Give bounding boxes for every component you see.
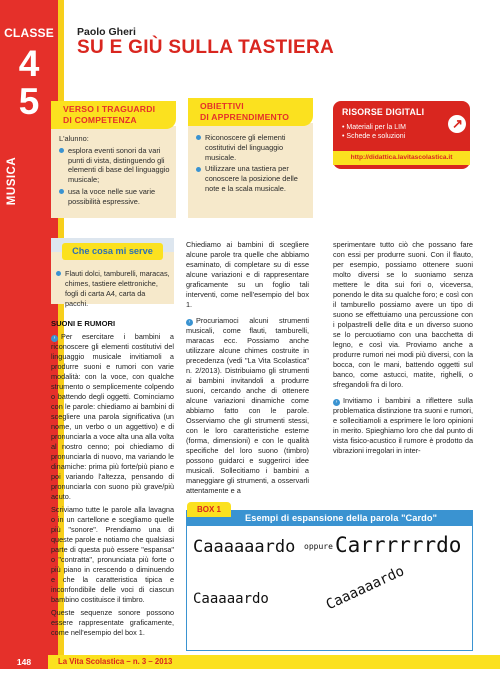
subject-label-wrap <box>2 131 22 231</box>
paragraph: › Invitiamo i bambini a riflettere sulla problematica distinzione tra suoni e rumori, e sollecitiamoli a esprimere le loro opinioni in merito. Spieghiamo loro che dal punto di vista fisico-acustico il rumore è prodotto da vibrazioni irregolari in inter- <box>333 396 473 456</box>
column-2 <box>186 240 309 496</box>
traguardi-heading <box>51 101 176 129</box>
arrow-icon: › <box>51 335 58 342</box>
page-title: SU E GIÙ SULLA TASTIERA <box>77 37 335 58</box>
section-heading: SUONI E RUMORI <box>51 319 116 328</box>
traguardi-item: usa la voce nelle sue varie possibilità espressive. <box>59 187 171 207</box>
risorse-link[interactable]: http://didattica.lavitascolastica.it <box>333 151 470 165</box>
risorse-title: RISORSE DIGITALI <box>342 107 425 117</box>
digital-badge-icon: ↗ <box>446 113 468 135</box>
example-word: Caaaaaardo <box>193 537 296 557</box>
paragraph: › Per esercitare i bambini a riconoscere gli elementi costitutivi del linguaggio musicale invitiamoli a produrre suoni e rumori con varie modalità: con la voce, con qualche strumento o semplicemente colpendo o battendo degli oggetti. Cominciamo con le parole: chiediamo ai bambini di scegliere una parola significativa (un nome, un verbo o un aggettivo) e di pronunciarla a voce alta una alla volta al nostro cenno; poi chiediamo di pronunciarla di nuovo, ma variando le dinamiche: prima più forte/più piano e poi variando l'altezza, pensando di pronunciarla con suono più grave/più acuto. <box>51 332 174 502</box>
obiettivi-heading-line: DI APPRENDIMENTO <box>200 112 290 122</box>
example-word: Caaaaaardo <box>323 563 407 614</box>
paragraph: sperimentare tutto ciò che possano fare con essi per produrre suoni. Con il flauto, per esempio, possiamo ottenere suoni molto diversi se lo suoniamo senza mettere le dita sui fori o, viceversa, ponendo le dita su qualche foro; e così con il tamburello possiamo avere un tipo di suono se effettuiamo una percussione con i polpastrelli delle dita e un diverso suono se lo percuotiamo con una bacchetta di legno, e così via. Proviamo anche a produrre rumori nei modi più diversi, con la bocca, con le mani, battendo oggetti sul banco, come astucci, matite, righelli, o sfregandoli fra di loro. <box>333 240 473 390</box>
column-1 <box>51 319 174 638</box>
obiettivi-heading <box>188 98 313 126</box>
arrow-icon: › <box>186 319 193 326</box>
example-word: Carrrrrrdo <box>335 533 462 557</box>
box-1-tag <box>187 502 231 517</box>
class-label: CLASSE <box>4 26 54 40</box>
traguardi-heading-line: VERSO I TRAGUARDI <box>63 104 156 114</box>
example-connector: oppure <box>304 542 333 551</box>
paragraph: › Procuriamoci alcuni strumenti musicali, come flauti, tamburelli, maracas ecc. Possiamo anche utilizzare alcune chimes costruite in precedenza (vedi "La Vita Scolastica" n. 2/2013). Distribuiamo gli strumenti ai bambini invitandoli a produrre suoni, cercando anche di ottenere alcune variazioni dinamiche come abbiamo fatto con le parole. Osserviamo che gli strumenti stessi, con le loro caratteristiche esterne (forma, dimensioni) e con le qualità specifiche del loro suono (timbro) possono guidarci e suggerirci idee musicali. Sollecitiamo i bambini a maneggiare gli strumenti, a osservarli attentamente e a <box>186 316 309 496</box>
box-1-tag-label: BOX 1 <box>196 505 221 514</box>
paragraph: Chiediamo ai bambini di scegliere alcune parole tra quelle che abbiamo esaminato, di completare su di esse alcune variazioni e di rappresentare graficamente su un foglio tali interventi, come nell'esempio del box 1. <box>186 240 309 310</box>
grade-4: 4 <box>18 43 40 84</box>
column-3 <box>333 240 473 456</box>
materials-heading <box>62 243 163 260</box>
footer-reference: La Vita Scolastica – n. 3 – 2013 <box>58 657 173 666</box>
page-number: 148 <box>0 655 48 669</box>
obiettivi-box <box>188 123 313 218</box>
arrow-icon: › <box>333 399 340 406</box>
author: Paolo Gheri <box>77 26 136 38</box>
materials-box <box>51 238 174 308</box>
obiettivi-item: Utilizzare una tastiera per conoscere la posizione delle note e la scala musicale. <box>196 164 308 193</box>
grade-5: 5 <box>18 81 40 122</box>
box-1-title: Esempi di espansione della parola "Cardo" <box>245 513 438 523</box>
traguardi-box <box>51 126 176 218</box>
subject-label: MUSICA <box>6 156 18 206</box>
risorse-item: • Schede e soluzioni <box>342 133 406 141</box>
materials-item: Flauti dolci, tamburelli, maracas, chimes, tastiere elettroniche, fogli di carta A4, carta da pacchi. <box>56 269 170 309</box>
risorse-item: • Materiali per la LIM <box>342 124 406 131</box>
footer <box>0 655 500 679</box>
obiettivi-item: Riconoscere gli elementi costitutivi del linguaggio musicale. <box>196 133 308 162</box>
box-1 <box>186 505 473 651</box>
traguardi-intro: L'alunno: <box>59 134 89 143</box>
paragraph: Queste sequenze sonore possono essere rappresentate graficamente, come nell'esempio del box 1. <box>51 608 174 638</box>
traguardi-heading-line: DI COMPETENZA <box>63 115 137 125</box>
paragraph: Scriviamo tutte le parole alla lavagna o in un cartellone e scegliamo quelle più "sonore". Prendiamo una di queste parole e notiamo che qualsiasi parte di questa può essere "espansa" o "contratta", pronunciata più forte o più piano in crescendo o diminuendo e che la caratteristica tipica e inconfondibile delle voci di ciascun bambino costituisce il timbro. <box>51 505 174 605</box>
materials-heading-label: Che cosa mi serve <box>72 246 153 256</box>
traguardi-item: esplora eventi sonori da vari punti di vista, distinguendo gli elementi di base del linguaggio musicale; <box>59 146 171 185</box>
example-word: Caaaaardo <box>193 591 269 607</box>
obiettivi-heading-line: OBIETTIVI <box>200 101 244 111</box>
